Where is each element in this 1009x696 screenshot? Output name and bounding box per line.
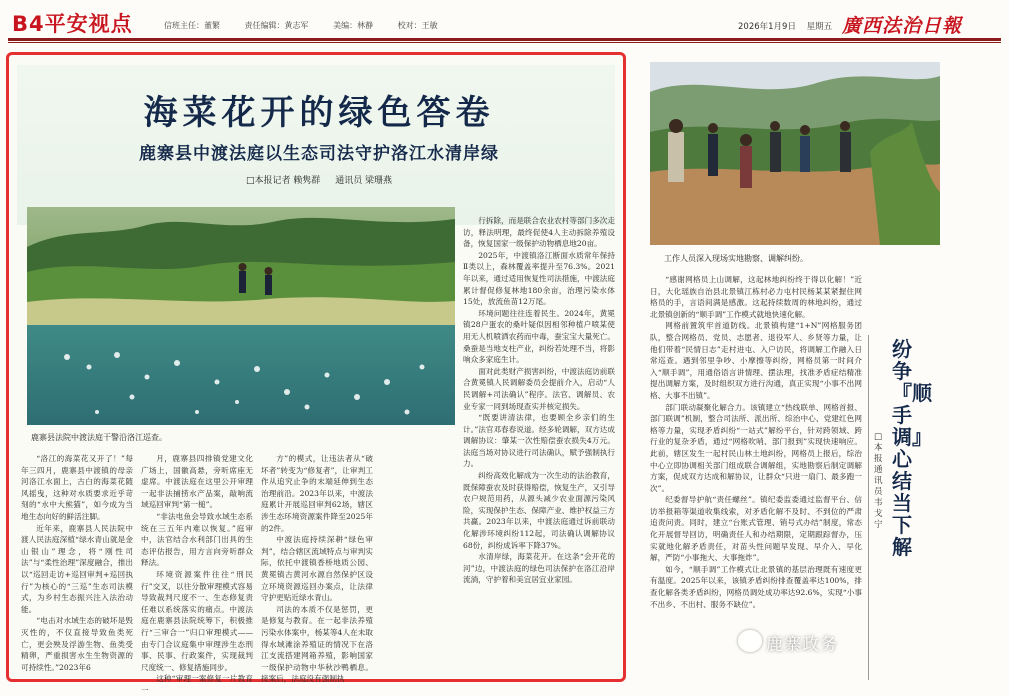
wechat-logo-icon [738,630,762,652]
paragraph: 如今，“顺手调”工作模式让北景镇的基层治理既有速度更有温度。2025年以来，该镇矛盾纠纷排查覆盖率达100%，排查化解各类矛盾纠纷，网格员调处成功率达92.6%，实现“小事不出乡、不出村、服务不缺位”。 [650,564,862,609]
paragraph: 2025年，中渡镇洛江断面水质常年保持Ⅱ类以上，森林覆盖率提升至76.3%。2021年以来，通过适用恢复性司法措施，中渡法庭累计督促修复林地180余亩，治理污染水体15处，放流鱼苗12万尾。 [463,250,615,307]
paragraph: “电击对水域生态的破坏是毁灭性的，不仅直接导致鱼类死亡，更会殃及浮游生物、鱼类受精卵，严重损害水生生物资源的可持续性。”2023年6 [21,616,133,672]
paragraph: 这种“审理一案修复一片教育一 [141,674,253,695]
feature-article [6,52,626,695]
paragraph: “感谢网格员上山调解，这起林地纠纷终于得以化解！”近日，大化瑶族自治县北景镇江栋村必力屯村民杨某某紧握住网格员的手，言语间满是感激。这起持续数周的林地纠纷，通过北景镇创新的“顺手调”工作模式就地快速化解。 [650,275,862,319]
paragraph: “洛江的海菜花又开了！”每年三四月，鹿寨县中渡镇的母亲河洛江水面上，古白的海菜花随风摇曳，这种对水质要求近乎苛刻的“水中大熊猫”，如今成为当地生态向好的鲜活注脚。 [21,454,133,521]
column-divider [868,335,869,680]
dateline [738,20,840,32]
paragraph: 水清岸绿，海菜花开。在这条“会开花的河”边，中渡法庭的绿色司法保护在洛江沿岸流淌，守护着和美宜居宜业家园。 [463,552,615,585]
paragraph: 网格前置筑牢首道防线。北景镇构建“1+N”网格服务团队，整合网格员、党员、志愿者、退役军人、乡贤等力量，让他们带着“民情日志”走村进屯、入户访民，将调解工作融入日常巡查。遇到邻里争吵、小摩擦等纠纷，网格员第一时间介入“顺手调”，用通俗语言讲情理、摆法理，找准矛盾症结精准提出调解方案，及时组织双方进行沟通，真正实现“小事不出网格、大事不出镇”。 [650,321,862,400]
paragraph: 环境资源案件往往“刑民行”交叉，以往分散审理模式容易导致裁判尺度不一、生态修复责任难以系统落实的痛点。中渡法庭在鹿寨县法院统筹下，积极推行“三审合一”归口审理模式——由专门合议庭集中审理涉生态刑事、民事、行政案件，实现裁判尺度统一、修复措施同步。 [141,569,253,672]
issue-date: 2026年1月9日 [738,22,796,32]
paragraph: 纠纷高效化解成为一次生动的法治教育，既保障蚕农及时获得赔偿，恢复生产，又引导农户规范用药，从源头减少农业面源污染风险，实现保护生态、保障产业、维护权益三方共赢。2023年以来，中渡法庭通过诉前联动化解涉环境纠纷112起，司法确认调解协议68份，纠纷成诉率下降37%。 [463,471,615,550]
paragraph: 中渡法庭持续深耕“绿色审判”，结合辖区流域特点与审判实际，依托中渡镇香桥地质公园、黄冕镇古黄河水源自然保护区设立环境资源巡回办案点，让法律守护更贴近绿水青山。 [261,535,373,603]
river-patrol-photo [27,207,455,425]
article-byline [9,173,629,186]
paragraph: 面对此类财产损害纠纷，中渡法庭访前联合黄冕镇人民调解委员会提前介入，启动“人民调解+司法确认”程序。法官、调解员、农业专家一同到场现查实并核定损失。 [463,366,615,411]
paragraph: 行拆除，而是联合农业农村等部门多次走访，释法明理，最终促使4人主动拆除养殖设备，恢复国家一级保护动物栖息地20亩。 [463,216,615,249]
side-article-headline: 纷争『顺手调』心结当下解 [892,337,932,559]
article-subheadline: 鹿寨县中渡法庭以生态司法守护洛江水清岸绿 [139,144,499,164]
editorial-credits [164,20,460,31]
credit-item: 责任编辑：黄志军 [244,21,309,30]
paragraph: 司法的本质不仅是惩罚，更是修复与教育。在一起非法养殖污染水体案中，杨某等4人在未取得水域滩涂养殖证的情况下在洛江支流搭建网箱养殖，影响国家一级保护动物中华秋沙鸭栖息。接案后，法庭没有强制执 [261,604,373,684]
photo-caption: 鹿寨县法院中渡法庭干警沿洛江巡查。 [31,433,167,442]
masthead [8,6,1001,42]
byline-reporter: □本报记者 赖隽群 [245,176,321,186]
page-label: B4平安视点 [12,12,133,36]
issue-weekday: 星期五 [806,22,833,32]
paragraph: 部门联动凝聚化解合力。该镇建立“热线联单、网格首报、部门联调”机制，整合司法所、派出所、综治中心、党建红色网格等力量，实现矛盾纠纷“一站式”解纷平台，针对跨领域、跨行业的复杂矛盾，通过“网格吹哨、部门报到”实现快速响应。此前，辖区发生一起村民山林土地纠纷，网格员上报后，综治中心立即协调相关部门组成联合调解组，实地勘察后制定调解方案，促成双方达成和解协议，让群众“只进一扇门、最多跑一次”。 [650,402,862,493]
side-photo-caption: 工作人员深入现场实地勘察、调解纠纷。 [664,254,808,263]
paragraph: “非法电鱼会导致水域生态系统在三五年内难以恢复。”庭审中，法官结合水利部门出具的生态评估报告，用方言向旁听群众释法。 [141,511,253,568]
paragraph: “既要讲清法律，也要顾全乡亲们的生计。”法官邓春春说道。经多轮调解，双方达成调解协议：肇某一次性赔偿蚕农损失4万元。法庭当场对协议进行司法确认，赋予强制执行力。 [463,413,615,469]
masthead-rule-thin [8,42,1001,43]
article-column-1 [21,453,133,679]
article-column-2 [141,453,253,695]
paragraph: 环境问题往往连着民生。2024年，黄冕镇28户蛋农的桑叶疑似因相邻种植户喷某使用无人机喷洒农药而中毒，蚕宝宝大量死亡。桑蚕是当地支柱产业，纠纷若处理不当，将影响众多家庭生计。 [463,308,615,365]
paragraph: 月，鹿寨县四排镇党建文化广场上，国徽高悬，旁听席座无虚席。中渡法庭在这里公开审理一起非法捕捞水产品案，敲响流域巡回审判“第一槌”。 [141,454,253,510]
article-headline: 海菜花开的绿色答卷 [143,93,495,133]
newspaper-brand-logo: 廣西法治日報 [842,15,963,37]
paragraph: 方”的模式，让违法者从“破坏者”转变为“修复者”，让审判工作从追究止争的末端延伸到生态治理前沿。2023年以来，中渡法庭累计开展巡回审判62场，辖区涉生态环境资源案件降至2025年的2件。 [261,454,373,533]
credit-item: 美编：林静 [333,21,374,30]
paragraph: 近年来，鹿寨县人民法院中渡人民法庭深植“绿水青山就是金山银山”理念，将“刚性司法”与“柔性治理”深度融合，推出以“巡回走访+巡回审判+巡回执行”为核心的“三巡”生态司法模式，为乡村生态振兴注入法治动能。 [21,523,133,614]
article-column-3 [261,453,373,684]
credit-item: 信班主任：董繁 [164,21,220,30]
hillside-photo-illustration [650,62,940,245]
article-column-4 [463,215,615,679]
river-photo-illustration [27,207,455,425]
source-watermark: 鹿寨政务 [766,635,838,655]
credit-item: 校对：王敏 [397,21,438,30]
side-article-byline: □本报通讯员 韦戈宁 [874,432,883,530]
byline-correspondent: 通讯员 梁珊燕 [335,176,393,186]
mediation-site-photo [650,62,940,245]
side-article-column [650,274,862,676]
paragraph: 纪委督导护航“责任螺丝”。镇纪委监委通过监督平台、信访举报箱等渠道收集线索，对矛盾化解不及时、不到位的严肃追责问责。同时，建立“台账式管理、销号式办结”制度，常态化开展督导回访，明确责任人和办结期限，定期跟踪督办，压实就地化解矛盾责任，对苗头性问题早发现、早介入、早化解，严防“小事拖大、大事拖炸”。 [650,495,862,563]
masthead-rule [8,38,1001,41]
